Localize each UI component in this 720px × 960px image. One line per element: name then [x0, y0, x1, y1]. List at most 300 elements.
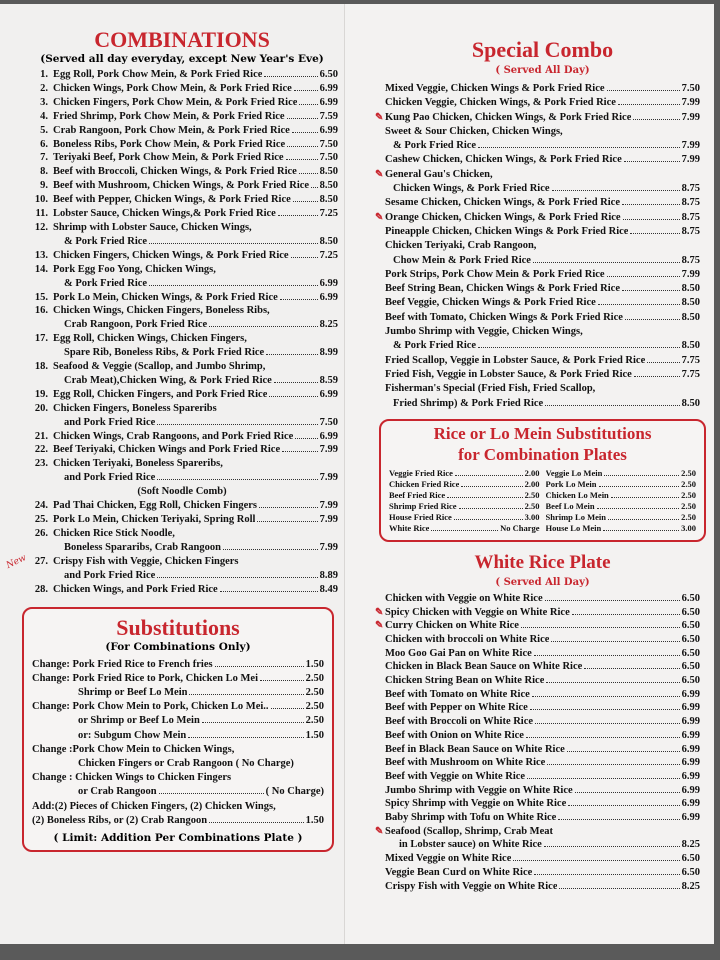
item-name: Kung Pao Chicken, Chicken Wings, & Pork Fried Rice [385, 111, 632, 123]
item-price: No Charge [500, 522, 540, 533]
item-number: 7. [40, 152, 48, 164]
substitution-line [32, 771, 324, 785]
dot-leader [618, 104, 680, 105]
item-price: 8.89 [319, 569, 338, 581]
item-name: Seafood & Veggie (Scallop, and Jumbo Shrimp, [53, 361, 266, 373]
item-price: 1.50 [305, 729, 324, 741]
item-price: 6.99 [681, 688, 700, 700]
dot-leader [260, 680, 304, 681]
combo-item [26, 68, 338, 82]
dot-leader [220, 591, 318, 592]
item-price: 2.50 [681, 489, 696, 500]
item-price: 7.59 [319, 110, 338, 122]
rice-lo-mein-title: Rice or Lo Mein Substitutions [433, 423, 652, 443]
combo-item [26, 499, 338, 513]
special-item [375, 211, 700, 225]
item-name: Seafood (Scallop, Shrimp, Crab Meat [385, 825, 553, 837]
substitution-price-row [389, 490, 540, 501]
dot-leader [188, 737, 303, 738]
item-name: Veggie Fried Rice [389, 467, 453, 478]
dot-leader [568, 805, 679, 806]
item-price: 2.50 [681, 478, 696, 489]
white-rice-item [385, 701, 700, 715]
combo-item-cont [26, 235, 338, 249]
item-name: and Pork Fried Rice [64, 472, 156, 484]
item-number: 20. [34, 402, 48, 414]
item-name: Pork Strips, Pork Chow Mein & Pork Fried Rice [385, 268, 605, 280]
new-marker-icon: ✎ [375, 620, 384, 632]
item-price: 7.99 [681, 111, 700, 123]
substitution-price-row [546, 501, 697, 512]
item-number: 21. [34, 430, 48, 442]
substitution-price-row [389, 501, 540, 512]
special-item [385, 153, 700, 167]
dot-leader [623, 219, 680, 220]
dot-leader [559, 888, 679, 889]
combo-item [26, 165, 338, 179]
dot-leader [567, 751, 680, 752]
item-price: 1.50 [305, 658, 324, 670]
substitutions-list [32, 658, 324, 828]
item-name: Moo Goo Gai Pan on White Rice [385, 647, 532, 659]
item-number: 24. [34, 500, 48, 512]
item-name: Chicken Rice Stick Noodle, [53, 528, 175, 539]
special-item [375, 111, 700, 125]
item-number: 10. [34, 194, 48, 206]
dot-leader [264, 76, 317, 77]
item-number: 16. [34, 305, 48, 317]
dot-leader [269, 396, 317, 397]
special-item [385, 311, 700, 325]
item-number: 19. [34, 388, 48, 400]
item-number: 23. [34, 458, 48, 470]
dot-leader [157, 577, 317, 578]
item-number: 18. [34, 361, 48, 373]
substitution-line [32, 729, 324, 743]
combo-item-cont [26, 346, 338, 360]
item-name: Pork Egg Foo Yong, Chicken Wings, [53, 263, 216, 275]
dot-leader [526, 737, 680, 738]
dot-leader [299, 173, 318, 174]
dot-leader [286, 159, 318, 160]
item-price: 8.50 [319, 194, 338, 206]
white-rice-title: White Rice Plate [474, 551, 611, 573]
dot-leader [478, 147, 680, 148]
item-name: Fried Fish, Veggie in Lobster Sauce, & Pork Fried Rice [385, 368, 632, 380]
white-rice-item [385, 715, 700, 729]
item-name: Sesame Chicken, Chicken Wings, & Pork Fried Rice [385, 197, 620, 209]
item-name: Change: Pork Chow Mein to Pork, Chicken Lo Mei.. [32, 701, 269, 713]
combo-item [26, 151, 338, 165]
substitution-line [32, 757, 324, 771]
substitution-line [32, 800, 324, 814]
combo-item [26, 82, 338, 96]
dot-leader [598, 304, 680, 305]
dot-leader [280, 299, 318, 300]
dot-leader [459, 508, 523, 509]
item-price: 8.49 [319, 583, 338, 595]
item-price: 2.50 [305, 672, 324, 684]
dot-leader [513, 860, 679, 861]
item-number: 2. [40, 82, 48, 94]
white-rice-note: ( Served All Day) [495, 576, 590, 588]
item-price: 7.75 [681, 368, 700, 380]
item-name: Beef with Tomato on White Rice [385, 688, 530, 700]
combo-item [26, 110, 338, 124]
white-rice-item [385, 633, 700, 647]
combo-item [26, 527, 338, 541]
special-item [385, 282, 700, 296]
item-name: Fisherman's Special (Fried Fish, Fried Scallop, [385, 383, 596, 395]
item-number: 8. [40, 166, 48, 178]
item-price: 6.99 [681, 702, 700, 714]
dot-leader [299, 104, 317, 105]
item-name: Beef with Broccoli on White Rice [385, 716, 534, 728]
item-price: 6.50 [681, 606, 700, 618]
special-combo-title: Special Combo [471, 37, 614, 62]
dot-leader [533, 262, 680, 263]
dot-leader [266, 354, 317, 355]
item-name: Chicken in Black Bean Sauce on White Rice [385, 661, 583, 673]
item-number: 15. [34, 291, 48, 303]
item-name: Curry Chicken on White Rice [385, 620, 519, 632]
item-name: House Fried Rice [389, 511, 452, 522]
special-item [385, 239, 700, 253]
item-price: 6.50 [681, 647, 700, 659]
dot-leader [291, 257, 318, 258]
item-name: Crab Meat),Chicken Wing, & Pork Fried Rice [64, 374, 272, 386]
substitution-price-row [546, 468, 697, 479]
item-price: 7.75 [681, 354, 700, 366]
item-number: 9. [40, 180, 48, 192]
item-price: 8.75 [681, 211, 700, 223]
dot-leader [575, 792, 680, 793]
dot-leader [535, 723, 680, 724]
item-price: 7.99 [681, 140, 700, 152]
white-rice-item [385, 852, 700, 866]
dot-leader [293, 201, 318, 202]
item-name: Veggie Lo Mein [545, 467, 603, 478]
item-name: Egg Roll, Chicken Wings, Chicken Fingers, [53, 333, 247, 345]
item-price: 8.50 [681, 340, 700, 352]
item-name: Beef with Broccoli, Chicken Wings, & Pork Fried Rice [53, 166, 297, 178]
item-price: 8.99 [319, 347, 338, 359]
item-price: 8.50 [681, 297, 700, 309]
item-number: 22. [34, 444, 48, 456]
combo-item [26, 124, 338, 138]
white-rice-item [385, 866, 700, 880]
white-rice-item [385, 729, 700, 743]
item-price: 7.99 [681, 154, 700, 166]
item-name: Shrimp or Beef Lo Mein [78, 686, 188, 698]
item-name: Crab Rangoon, Pork Fried Rice [64, 319, 208, 331]
dot-leader [287, 146, 317, 147]
item-price: 6.50 [319, 69, 338, 80]
white-rice-item [375, 825, 700, 839]
substitution-price-row [389, 479, 540, 490]
item-price: 8.50 [681, 397, 700, 409]
special-item-cont [385, 254, 700, 268]
item-price: 7.99 [681, 268, 700, 280]
item-price: 7.99 [319, 541, 338, 553]
item-name: Chow Mein & Pork Fried Rice [393, 254, 531, 266]
item-price: 6.50 [681, 853, 700, 865]
item-price: 6.99 [319, 291, 338, 303]
dot-leader [530, 709, 680, 710]
new-marker-icon: ✎ [375, 825, 384, 837]
white-rice-item [385, 784, 700, 798]
item-price: 7.25 [319, 208, 338, 220]
item-name: Egg Roll, Chicken Fingers, and Pork Fried Rice [53, 388, 268, 400]
item-price: 6.99 [319, 388, 338, 400]
item-price: 7.25 [319, 249, 338, 261]
item-price: 8.75 [681, 254, 700, 266]
item-name: Pork Lo Mein [545, 478, 597, 489]
dot-leader [223, 549, 318, 550]
special-combo-note: ( Served All Day) [495, 65, 590, 76]
dot-leader [611, 497, 679, 498]
white-rice-list [375, 592, 700, 893]
item-name: Change : Chicken Wings to Chicken Fingers [32, 772, 232, 784]
item-name: Boneless Spararibs, Crab Rangoon [64, 541, 221, 553]
special-item [385, 196, 700, 210]
item-price: 7.99 [319, 472, 338, 484]
dot-leader [149, 285, 318, 286]
item-name: Boneless Ribs, Pork Chow Mein, & Pork Fried Rice [53, 138, 286, 150]
white-rice-item [385, 756, 700, 770]
item-price: 3.00 [524, 511, 540, 522]
item-number: 25. [34, 514, 48, 526]
substitution-price-row [389, 523, 540, 534]
item-price: 6.99 [681, 798, 700, 810]
item-price: 6.99 [319, 277, 338, 289]
item-price: 1.50 [305, 814, 324, 826]
item-name: Chicken Fingers, Boneless Spareribs [53, 402, 217, 414]
combo-item [26, 221, 338, 235]
white-rice-item [385, 592, 700, 606]
item-price: 2.00 [524, 478, 540, 489]
substitution-price-row [546, 523, 697, 534]
item-name: Crispy Fish with Veggie, Chicken Fingers [53, 555, 239, 567]
item-name: or Crab Rangoon [78, 786, 157, 798]
dot-leader [534, 874, 679, 875]
item-price: 2.50 [524, 489, 540, 500]
item-name: Beef Lo Mein [545, 500, 595, 511]
item-price: 8.50 [319, 180, 338, 192]
item-price: 2.00 [524, 467, 540, 478]
combo-item [26, 332, 338, 346]
item-name: and Pork Fried Rice [64, 416, 156, 428]
item-name: Beef with Mushroom on White Rice [385, 757, 546, 769]
item-price: 2.50 [305, 686, 324, 698]
combo-section-note: (Soft Noodle Comb) [137, 486, 227, 498]
dot-leader [597, 508, 680, 509]
item-price: 6.99 [681, 757, 700, 769]
item-name: Beef with Onion on White Rice [385, 729, 524, 741]
dot-leader [599, 486, 680, 487]
combo-item [26, 402, 338, 416]
dot-leader [527, 778, 680, 779]
item-number: 27. [34, 555, 48, 567]
item-name: Chicken Veggie, Chicken Wings, & Pork Fried Rice [385, 97, 616, 109]
item-price: ( No Charge) [265, 786, 324, 798]
item-number: 6. [40, 138, 48, 150]
item-name: Spicy Chicken with Veggie on White Rice [385, 606, 570, 618]
item-name: Mixed Veggie on White Rice [385, 853, 512, 865]
item-name: Beef with Pepper, Chicken Wings, & Pork Fried Rice [53, 194, 291, 206]
dot-leader [447, 497, 522, 498]
item-price: 6.99 [681, 784, 700, 796]
white-rice-item [385, 743, 700, 757]
dot-leader [547, 764, 679, 765]
item-number: 28. [34, 583, 48, 595]
dot-leader [215, 666, 304, 667]
dot-leader [294, 90, 318, 91]
combo-item [26, 138, 338, 152]
white-rice-item [375, 619, 700, 633]
item-name: Beef with Veggie on White Rice [385, 770, 526, 782]
item-name: Beef with Mushroom, Chicken Wings, & Pork Fried Rice [53, 180, 310, 192]
combo-item [26, 179, 338, 193]
item-price: 6.99 [681, 743, 700, 755]
item-name: Pork Lo Mein, Chicken Teriyaki, Spring Roll [53, 514, 256, 526]
substitution-line [32, 714, 324, 728]
item-name: or Shrimp or Beef Lo Mein [78, 715, 200, 727]
special-item-cont [385, 139, 700, 153]
substitution-line [32, 658, 324, 672]
item-price: 3.00 [681, 522, 696, 533]
item-name: & Pork Fried Rice [64, 277, 148, 289]
item-name: Change :Pork Chow Mein to Chicken Wings, [32, 743, 235, 755]
white-rice-item [375, 606, 700, 620]
new-marker-icon: ✎ [375, 606, 384, 618]
dot-leader [257, 521, 317, 522]
item-name: Change: Pork Fried Rice to Pork, Chicken Lo Mei [32, 672, 259, 684]
dot-leader [157, 424, 317, 425]
item-name: Sweet & Sour Chicken, Chicken Wings, [385, 125, 563, 137]
dot-leader [551, 641, 679, 642]
dot-leader [149, 243, 318, 244]
dot-leader [603, 530, 679, 531]
combinations-title: COMBINATIONS [94, 27, 270, 52]
item-price: 6.50 [681, 661, 700, 673]
special-item [385, 268, 700, 282]
item-name: Jumbo Shrimp with Veggie on White Rice [385, 784, 573, 796]
item-number: 14. [34, 263, 48, 275]
white-rice-item [385, 660, 700, 674]
rice-lo-mein-subtitle: for Combination Plates [458, 444, 627, 464]
rice-lo-mein-box [379, 419, 706, 542]
dot-leader [209, 822, 304, 823]
item-name: Egg Roll, Pork Chow Mein, & Pork Fried Rice [53, 69, 263, 80]
item-name: General Gau's Chicken, [385, 168, 493, 180]
item-number: 11. [35, 208, 48, 220]
dot-leader [295, 438, 317, 439]
dot-leader [259, 507, 318, 508]
item-name: Change: Pork Fried Rice to French fries [32, 658, 213, 670]
substitution-price-row [389, 468, 540, 479]
dot-leader [633, 119, 679, 120]
item-name: Beef Fried Rice [389, 489, 446, 500]
combinations-note: (Served all day everyday, except New Year's Eve) [40, 53, 324, 65]
substitution-price-row [546, 512, 697, 523]
combo-item-cont [26, 277, 338, 291]
dot-leader [461, 486, 522, 487]
white-rice-item [385, 797, 700, 811]
special-item [385, 382, 700, 396]
item-name: & Pork Fried Rice [64, 235, 148, 247]
item-price: 8.50 [681, 311, 700, 323]
special-item [385, 225, 700, 239]
special-item [385, 325, 700, 339]
item-name: Chicken Fingers or Crab Rangoon ( No Charge) [78, 757, 294, 769]
item-name: Cashew Chicken, Chicken Wings, & Pork Fried Rice [385, 154, 622, 166]
item-name: Add:(2) Pieces of Chicken Fingers, (2) Chicken Wings, [32, 800, 276, 812]
item-name: Chicken Fingers, Pork Chow Mein, & Pork Fried Rice [53, 96, 298, 108]
white-rice-item [385, 674, 700, 688]
dot-leader [607, 276, 680, 277]
item-price: 8.50 [319, 235, 338, 247]
new-marker-icon: ✎ [375, 211, 384, 223]
left-panel [0, 4, 344, 944]
item-price: 8.75 [681, 225, 700, 237]
substitution-line [32, 672, 324, 686]
combo-item [26, 360, 338, 374]
item-name: Pineapple Chicken, Chicken Wings & Pork Fried Rice [385, 225, 629, 237]
dot-leader [278, 215, 318, 216]
item-price: 7.50 [319, 416, 338, 428]
item-name: Spare Rib, Boneless Ribs, & Pork Fried Rice [64, 347, 265, 359]
item-name: Teriyaki Beef, Pork Chow Mein, & Pork Fried Rice [53, 152, 284, 164]
item-price: 7.99 [319, 500, 338, 512]
special-item [385, 354, 700, 368]
dot-leader [189, 694, 303, 695]
dot-leader [546, 682, 679, 683]
combo-item [26, 388, 338, 402]
new-marker-icon: ✎ [375, 168, 384, 180]
item-price: 8.25 [681, 839, 700, 851]
item-name: Lobster Sauce, Chicken Wings,& Pork Fried Rice [53, 208, 276, 220]
item-name: in Lobster sauce) on White Rice [399, 839, 542, 851]
special-item [385, 96, 700, 110]
dot-leader [534, 655, 680, 656]
item-name: Shrimp Fried Rice [389, 500, 457, 511]
special-item [385, 296, 700, 310]
substitutions-box [22, 607, 334, 852]
combo-item [26, 555, 338, 569]
dot-leader [478, 347, 680, 348]
item-name: Chicken Wings, Pork Chow Mein, & Pork Fried Rice [53, 82, 292, 94]
item-price: 7.99 [319, 514, 338, 526]
dot-leader [431, 530, 498, 531]
item-name: Fried Scallop, Veggie in Lobster Sauce, & Pork Fried Rice [385, 354, 646, 366]
dot-leader [558, 819, 679, 820]
item-number: 3. [40, 96, 48, 108]
item-price: 2.50 [681, 511, 696, 522]
item-number: 1. [40, 69, 48, 80]
item-price: 8.50 [319, 166, 338, 178]
item-name: Chicken with broccoli on White Rice [385, 633, 550, 645]
item-name: Beef with Tomato, Chicken Wings & Pork Fried Rice [385, 311, 623, 323]
item-price: 6.99 [319, 82, 338, 94]
item-number: 26. [34, 528, 48, 539]
dot-leader [647, 362, 679, 363]
item-name: Chicken Wings, Crab Rangoons, and Pork Fried Rice [53, 430, 294, 442]
special-item-cont [385, 397, 700, 411]
dot-leader [634, 376, 680, 377]
combo-item [26, 430, 338, 444]
item-name: Beef Teriyaki, Chicken Wings and Pork Fried Rice [53, 444, 281, 456]
